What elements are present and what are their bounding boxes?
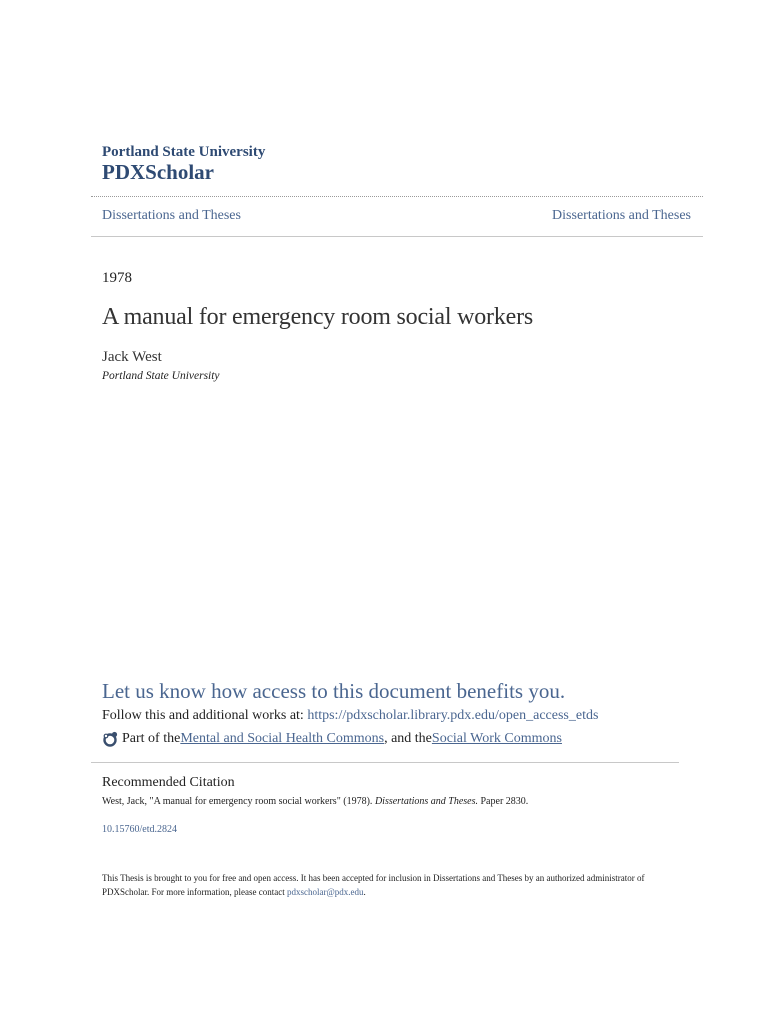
part-of-line xyxy=(102,731,562,747)
commons-link-mental-social-health[interactable]: Mental and Social Health Commons xyxy=(180,731,385,746)
citation-divider xyxy=(91,762,679,763)
network-icon xyxy=(102,731,118,747)
publication-year: 1978 xyxy=(102,270,132,286)
author-name: Jack West xyxy=(102,349,162,365)
repository-name: PDXScholar xyxy=(102,160,214,184)
footer-notice xyxy=(102,871,682,899)
part-of-middle: , and the xyxy=(384,731,432,746)
benefit-feedback-link[interactable]: Let us know how access to this document benefits you. xyxy=(102,679,566,703)
citation-prefix: West, Jack, "A manual for emergency room social workers" (1978). xyxy=(102,796,375,807)
contact-email-link[interactable]: pdxscholar@pdx.edu xyxy=(286,887,364,897)
footer-text: This Thesis is brought to you for free and open access. It has been accepted for inclusion in Dissertations and Theses by an authorized administrator of PDXScholar. For more information, please contact xyxy=(102,873,645,897)
commons-link-social-work[interactable]: Social Work Commons xyxy=(431,731,562,746)
header-divider xyxy=(91,196,703,197)
document-title: A manual for emergency room social workers xyxy=(102,304,534,330)
citation-series: Dissertations and Theses. xyxy=(374,796,478,807)
series-divider xyxy=(91,236,703,237)
author-affiliation: Portland State University xyxy=(102,370,220,382)
footer-end: . xyxy=(363,887,366,897)
citation-suffix: Paper 2830. xyxy=(478,796,529,807)
part-of-prefix: Part of the xyxy=(122,731,181,746)
institution-name: Portland State University xyxy=(102,144,266,160)
series-link-left[interactable]: Dissertations and Theses xyxy=(102,208,241,223)
follow-prefix: Follow this and additional works at: xyxy=(102,708,308,723)
citation-text xyxy=(102,796,528,807)
collection-url-link[interactable]: https://pdxscholar.library.pdx.edu/open_access_etds xyxy=(307,708,599,723)
citation-heading: Recommended Citation xyxy=(102,775,235,790)
doi-link[interactable]: 10.15760/etd.2824 xyxy=(102,824,177,835)
follow-line xyxy=(102,708,598,724)
series-link-right[interactable]: Dissertations and Theses xyxy=(552,208,691,223)
